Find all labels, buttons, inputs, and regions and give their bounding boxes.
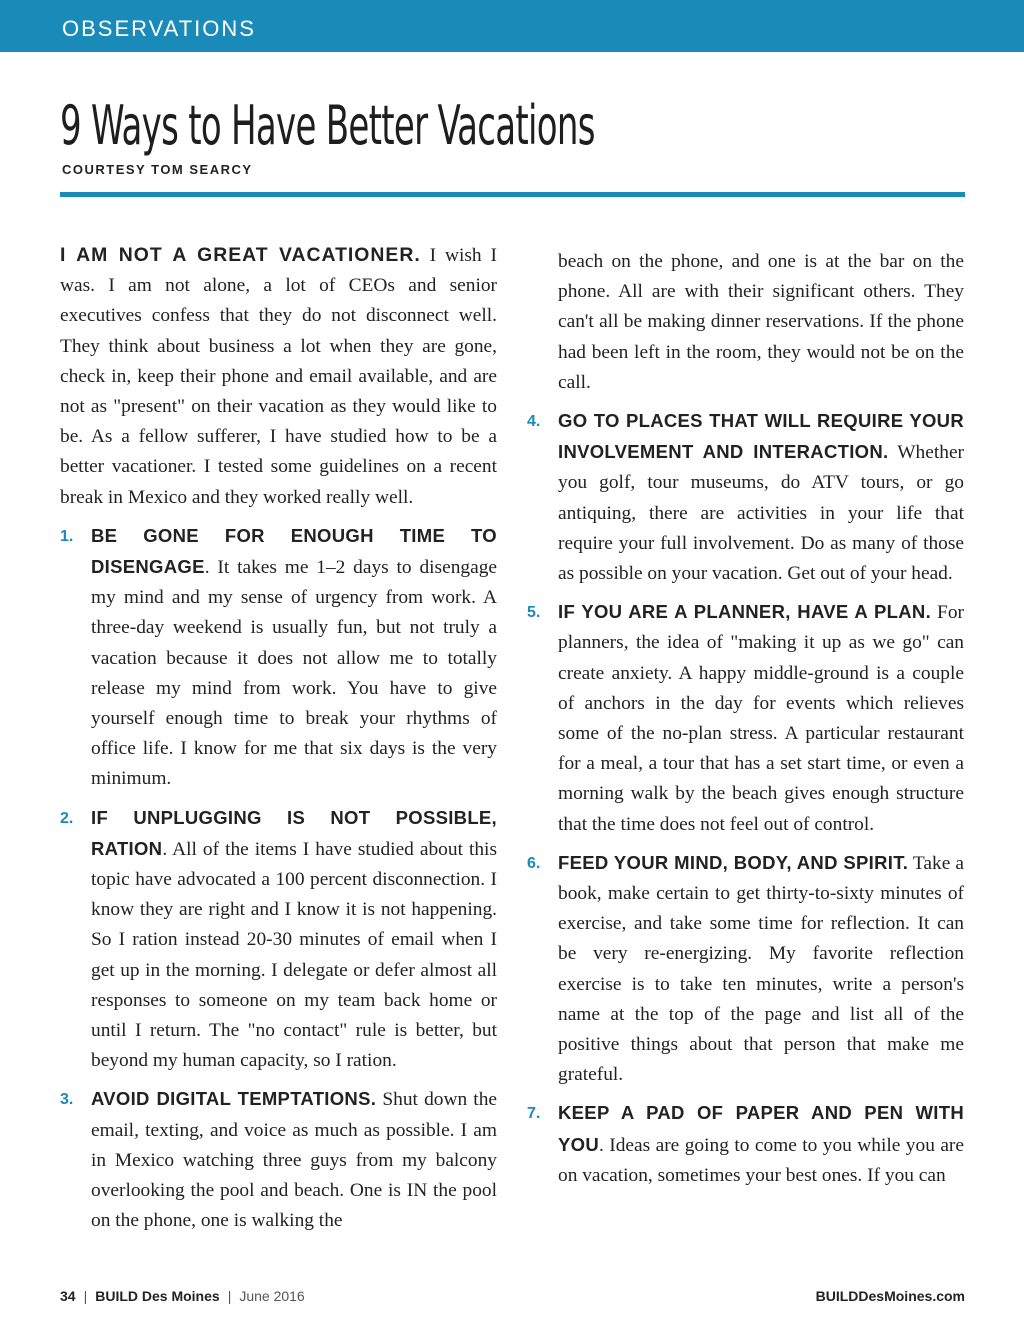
item-body: For planners, the idea of "making it up as we go" can create anxiety. A happy middle-ground is a couple of anchors in the day for events which relieves some of the no-plan stress. A particular restaurant for a meal, a tour that has a set start time, or even a morning walk by the beach gives enough structure that the time does not feel out of control. [558, 602, 964, 835]
item-number: 7. [527, 1105, 541, 1123]
article-column-right [527, 239, 964, 1191]
item-heading: IF UNPLUGGING IS NOT POSSIBLE, RATION [91, 806, 497, 859]
item-number: 2. [60, 809, 74, 827]
footer-separator: | [83, 1288, 88, 1304]
item-3-continuation [527, 247, 964, 398]
list-item-3 [60, 1084, 497, 1236]
item-heading: KEEP A PAD OF PAPER AND PEN WITH YOU [558, 1102, 964, 1155]
item-heading: BE GONE FOR ENOUGH TIME TO DISENGAGE [91, 524, 497, 578]
item-number: 4. [527, 413, 541, 431]
item-heading: GO TO PLACES THAT WILL REQUIRE YOUR INVOLVEMENT AND INTERACTION. [558, 410, 964, 463]
list-item-6 [527, 848, 964, 1091]
footer-left [60, 1288, 305, 1304]
item-body: Take a book, make certain to get thirty-to-sixty minutes of exercise, and take some time for reflection. It can be very re-energizing. My favorite reflection exercise is to take ten minutes, write a person's name at the top of the page and list all of the positive things about that person that make me grateful. [558, 852, 964, 1086]
footer-separator: | [227, 1288, 232, 1304]
item-body: . All of the items I have studied about this topic have advocated a 100 percent disconnection. I know they are right and I know it is not happening. So I ration instead 20-30 minutes of email when I get up in the morning. I delegate or defer almost all responses to someone on my team back home or until I return. The "no contact" rule is better, but beyond my human capacity, so I ration. [91, 838, 497, 1072]
title-divider [60, 192, 965, 197]
page-footer [60, 1288, 965, 1308]
website-link[interactable]: BUILDDesMoines.com [815, 1288, 965, 1304]
article-byline: COURTESY TOM SEARCY [62, 162, 253, 177]
article-title: 9 Ways to Have Better Vacations [60, 94, 595, 157]
list-item-7 [527, 1098, 964, 1191]
item-number: 1. [60, 527, 74, 545]
section-label: OBSERVATIONS [62, 16, 256, 41]
item-heading: AVOID DIGITAL TEMPTATIONS. [91, 1088, 377, 1110]
section-header-bar [0, 0, 1024, 52]
list-item-1 [60, 521, 497, 795]
item-body: . It takes me 1–2 days to disengage my mind and my sense of urgency from work. A three-day weekend is usually fun, but not truly a vacation because it does not allow me to totally release my mind from work. You have to give yourself enough time to break your rhythms of office life. I know for me that six days is the very minimum. [91, 557, 497, 790]
item-heading: FEED YOUR MIND, BODY, AND SPIRIT. [558, 851, 909, 873]
list-item-2 [60, 803, 497, 1077]
page-number: 34 [60, 1288, 76, 1304]
intro-lead: I AM NOT A GREAT VACATIONER. [60, 244, 421, 266]
item-number: 3. [60, 1091, 74, 1109]
list-item-5 [527, 597, 964, 840]
item-number: 6. [527, 854, 541, 872]
article-column-left [60, 240, 497, 1237]
continued-text: beach on the phone, and one is at the bar on the phone. All are with their significant others. They can't all be making dinner reservations. If the phone had been left in the room, they would not be on the call. [558, 251, 964, 393]
item-body: Whether you golf, tour museums, do ATV tours, or go antiquing, there are activities in your life that require your full involvement. Do as many of those as possible on your vacation. Get out of your head. [558, 442, 965, 585]
intro-paragraph [60, 240, 497, 513]
intro-body: I wish I was. I am not alone, a lot of CEOs and senior executives confess that they do not disconnect well. They think about business a lot when they are gone, check in, keep their phone and email available, and are not as "present" on their vacation as they would like to be. As a fellow sufferer, I have studied how to be a better vacationer. I tested some guidelines on a recent break in Mexico and they worked really well. [60, 245, 498, 508]
item-body: Shut down the email, texting, and voice as much as possible. I am in Mexico watching three guys from my balcony overlooking the pool and beach. One is IN the pool on the phone, one is walking the [91, 1089, 497, 1232]
item-heading: IF YOU ARE A PLANNER, HAVE A PLAN. [558, 601, 932, 623]
issue-date: June 2016 [239, 1288, 305, 1304]
list-item-4 [527, 406, 964, 589]
item-number: 5. [527, 604, 541, 622]
magazine-name: BUILD Des Moines [95, 1288, 220, 1304]
item-body: . Ideas are going to come to you while you are on vacation, sometimes your best ones. If you can [558, 1134, 964, 1186]
